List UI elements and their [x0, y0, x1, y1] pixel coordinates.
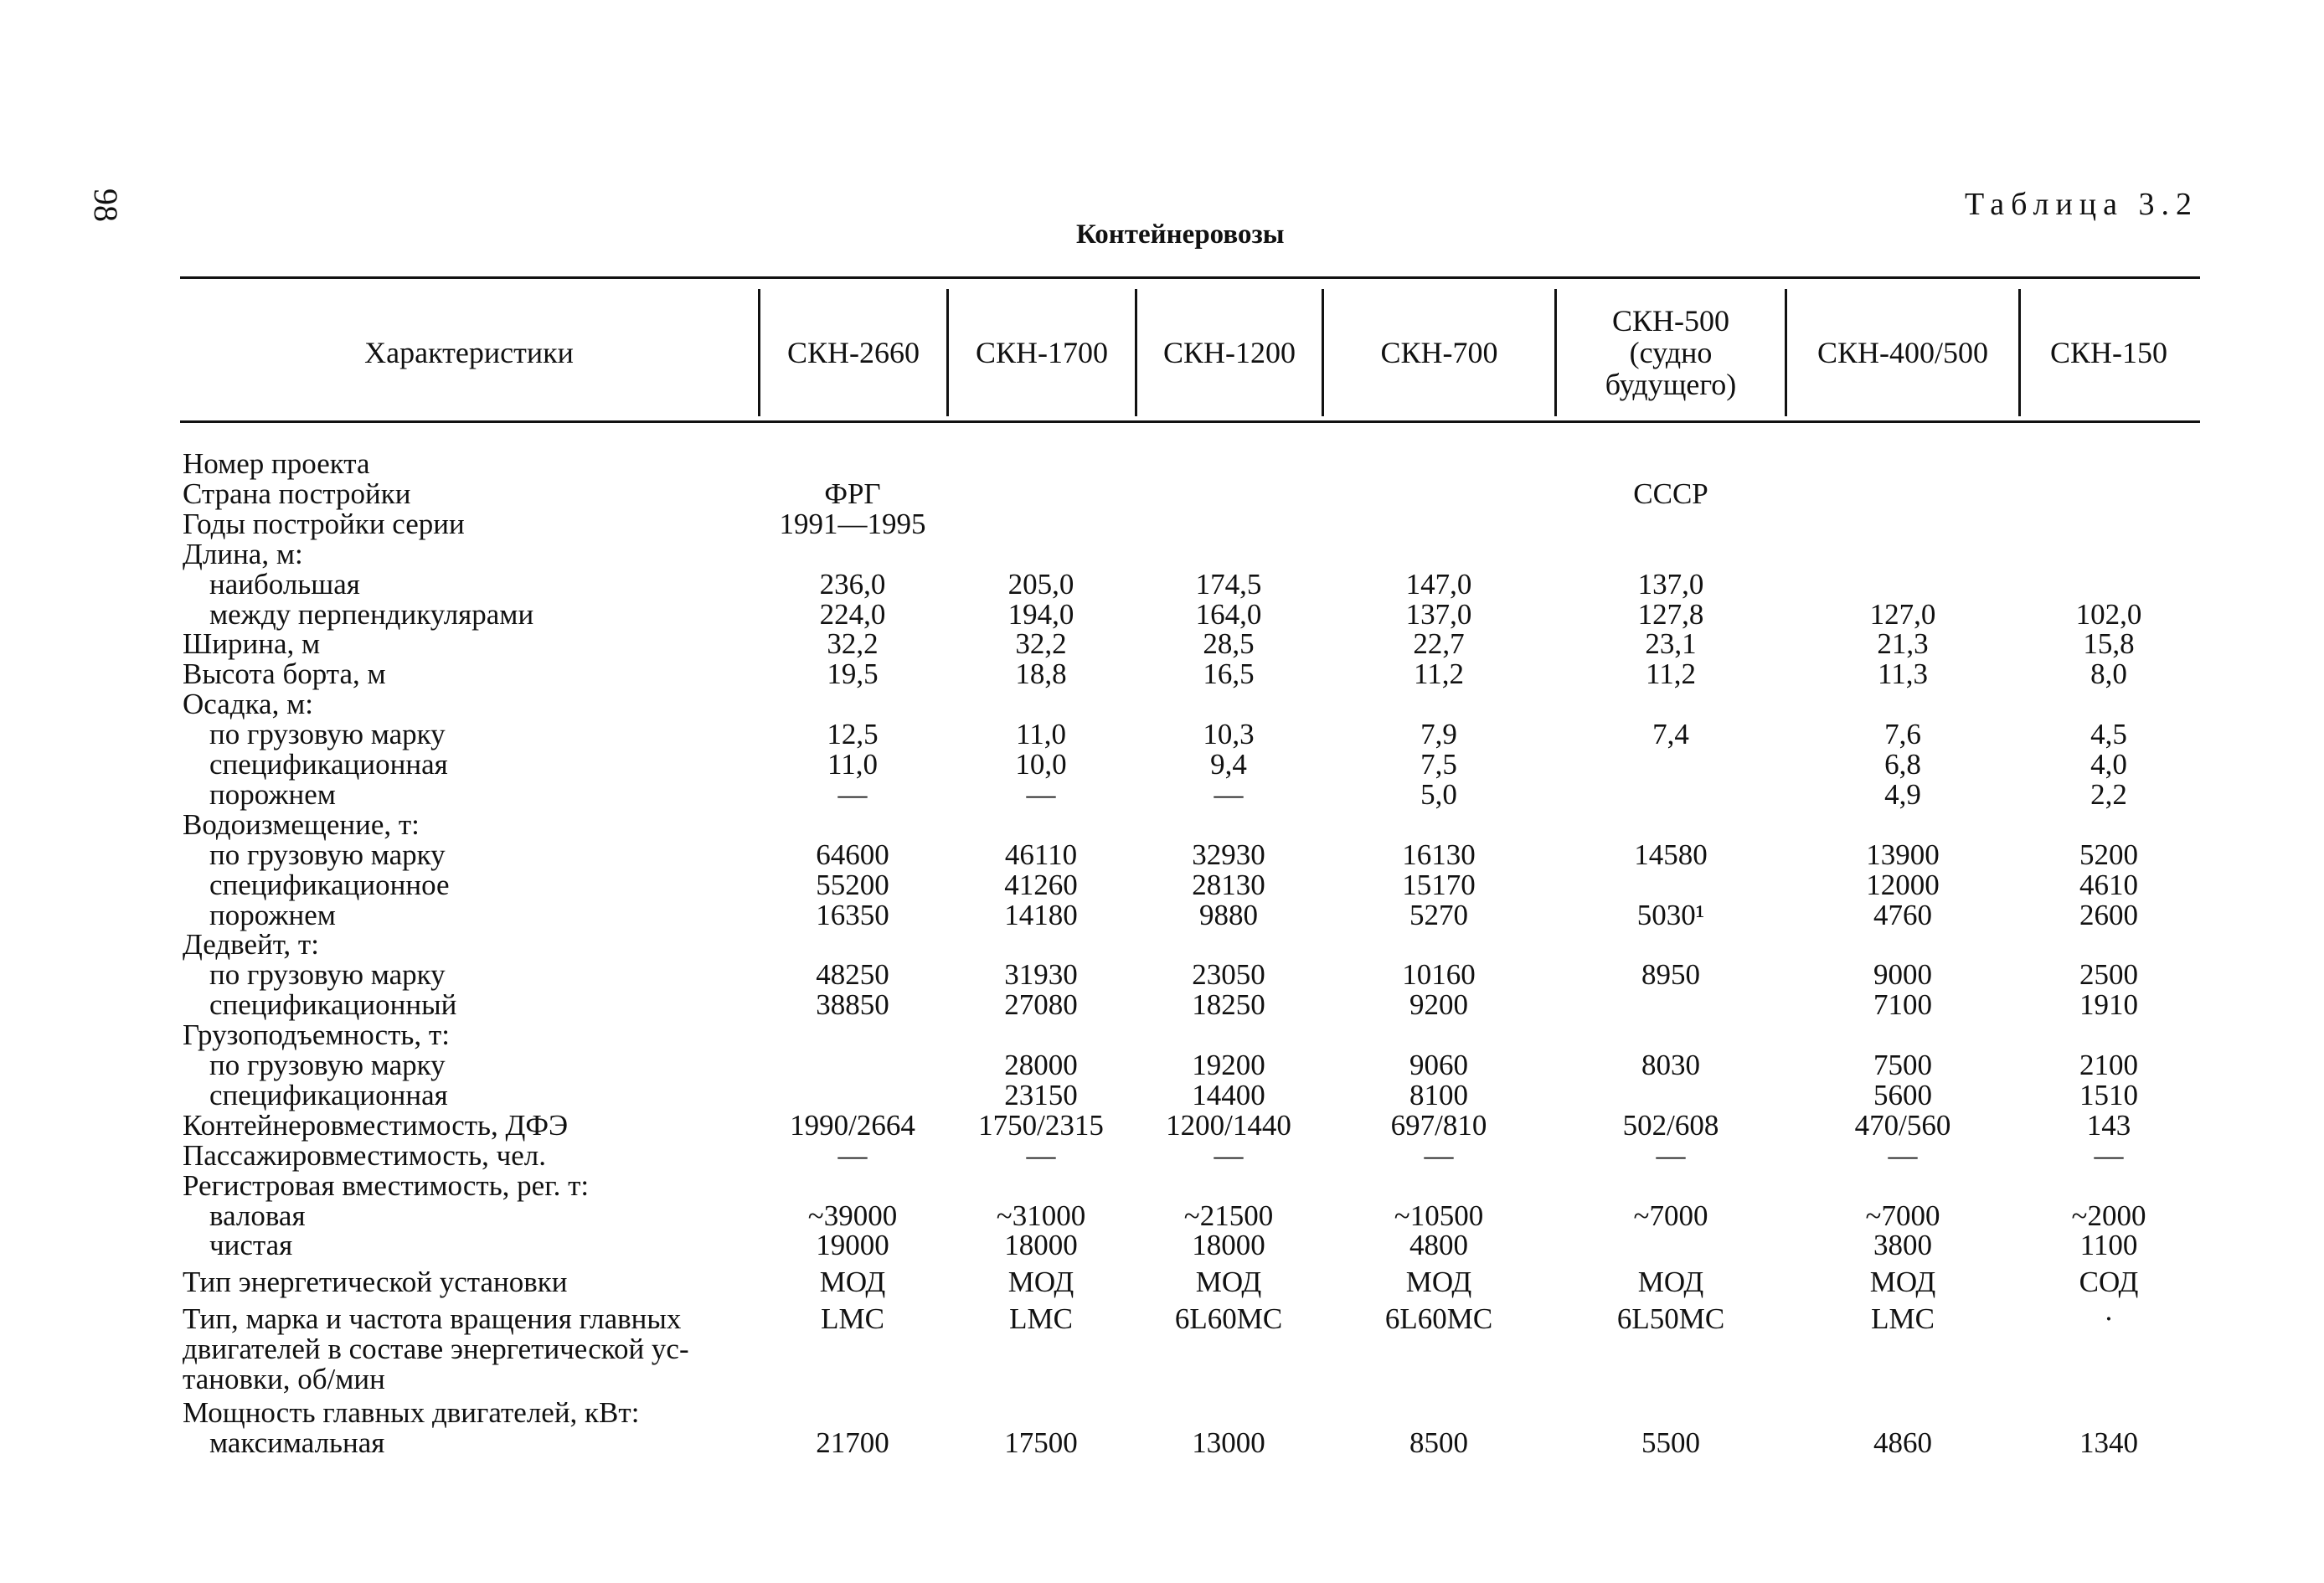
row-value-col-5: МОД: [1637, 1266, 1704, 1299]
header-characteristics: Характеристики: [364, 336, 574, 369]
row-value-col-1: ФРГ: [824, 477, 881, 510]
row-label: Мощность главных двигателей, кВт:: [183, 1395, 640, 1429]
row-value-col-4: 10160: [1402, 958, 1476, 992]
row-value-col-3: 6L60MC: [1174, 1302, 1283, 1336]
row-value-col-4: —: [1424, 1138, 1454, 1172]
header-col-1: СКН-2660: [786, 336, 920, 369]
header-col-6: СКН-400/500: [1816, 336, 1988, 369]
row-label: спецификационный: [209, 988, 457, 1022]
row-value-col-2: 28000: [1004, 1049, 1078, 1081]
row-label: по грузовую марку: [209, 958, 446, 992]
row-value-col-3: —: [1214, 777, 1244, 811]
table-row: [0, 449, 2324, 479]
row-label: Водоизмещение, т:: [183, 807, 420, 841]
row-value-col-6: МОД: [1869, 1266, 1936, 1299]
table-row: [0, 1302, 2324, 1396]
table-row: [0, 539, 2324, 570]
row-value-col-1: —: [837, 1138, 868, 1172]
row-value-col-6: 5600: [1873, 1078, 1932, 1111]
row-value-col-1: МОД: [819, 1266, 886, 1299]
row-value-col-6: 4,9: [1884, 777, 1921, 811]
row-value-col-4: 8500: [1409, 1426, 1468, 1459]
table-row: [0, 1201, 2324, 1231]
row-label: Грузоподъемность, т:: [183, 1018, 450, 1052]
table-row: [0, 629, 2324, 659]
header-col-4: СКН-700: [1380, 336, 1498, 369]
row-value-col-3: 32930: [1192, 838, 1265, 871]
row-value-col-5: ~7000: [1633, 1199, 1708, 1232]
table-title: Контейнеровозы: [1076, 219, 1285, 250]
row-label: порожнем: [209, 777, 336, 811]
row-value-col-2: —: [1026, 1138, 1056, 1172]
header-col-2: СКН-1700: [975, 336, 1108, 369]
row-value-col-2: 194,0: [1007, 597, 1074, 631]
row-value-col-6: 4760: [1873, 898, 1932, 931]
table-row: [0, 1108, 2324, 1142]
row-value-col-3: 164,0: [1195, 597, 1262, 631]
row-value-col-7: ·: [2104, 1302, 2114, 1336]
row-value-col-6: 4860: [1873, 1426, 1932, 1459]
row-value-col-7: 4610: [2079, 868, 2138, 901]
table-label: Таблица 3.2: [1964, 187, 2198, 222]
row-value-col-4: 9200: [1409, 988, 1468, 1022]
row-value-col-2: 32,2: [1015, 627, 1067, 661]
row-value-col-4: 147,0: [1405, 567, 1472, 601]
row-value-col-2: 205,0: [1007, 567, 1074, 601]
row-value-col-3: 16,5: [1203, 657, 1255, 691]
row-value-col-2: МОД: [1007, 1266, 1074, 1299]
table-row: [0, 930, 2324, 960]
row-value-col-1: 55200: [816, 868, 889, 901]
row-value-col-2: 18000: [1004, 1229, 1078, 1262]
table-row: [0, 1230, 2324, 1261]
table-row: [0, 567, 2324, 601]
row-value-col-7: —: [2094, 1138, 2124, 1172]
row-value-col-6: 470/560: [1854, 1108, 1951, 1142]
table-row: [0, 960, 2324, 990]
row-value-col-3: 19200: [1192, 1049, 1265, 1081]
table-row: [0, 1168, 2324, 1202]
row-value-col-2: 18,8: [1015, 657, 1067, 691]
row-value-col-7: 15,8: [2083, 627, 2135, 661]
row-value-col-4: 9060: [1409, 1049, 1468, 1081]
row-value-col-7: 143: [2086, 1108, 2131, 1142]
row-value-col-1: 1990/2664: [790, 1108, 915, 1142]
row-value-col-6: 7500: [1873, 1049, 1932, 1081]
row-value-col-1: 11,0: [827, 748, 878, 781]
table-row: [0, 1050, 2324, 1080]
row-value-col-5: СССР: [1633, 477, 1708, 510]
table-row: [0, 840, 2324, 870]
row-value-col-7: 4,5: [2090, 718, 2127, 751]
table-row: [0, 777, 2324, 811]
row-value-col-4: 15170: [1402, 868, 1476, 901]
row-value-col-7: СОД: [2079, 1266, 2139, 1299]
row-label: Тип, марка и частота вращения главных двигателей в составе энергетической ус- тановки, об/мин: [183, 1302, 689, 1396]
row-value-col-3: 13000: [1192, 1426, 1265, 1459]
row-value-col-6: ~7000: [1865, 1199, 1940, 1232]
row-label: Длина, м:: [183, 537, 303, 570]
row-value-col-5: 14580: [1634, 838, 1708, 871]
row-value-col-2: 23150: [1004, 1078, 1078, 1111]
row-value-col-3: 18000: [1192, 1229, 1265, 1262]
row-value-col-5: 137,0: [1637, 567, 1704, 601]
row-value-col-1: —: [837, 777, 868, 811]
header-col-7: СКН-150: [2049, 336, 2167, 369]
table-row: [0, 1267, 2324, 1297]
row-value-col-4: МОД: [1405, 1266, 1472, 1299]
row-value-col-4: 697/810: [1390, 1108, 1487, 1142]
row-value-col-1: 236,0: [819, 567, 886, 601]
row-value-col-4: 16130: [1402, 838, 1476, 871]
row-value-col-7: ~2000: [2071, 1199, 2146, 1232]
row-value-col-3: 18250: [1192, 988, 1265, 1022]
row-value-col-7: 8,0: [2090, 657, 2127, 691]
row-value-col-4: 6L60MC: [1384, 1302, 1493, 1336]
table-row: [0, 719, 2324, 750]
row-value-col-2: LMC: [1009, 1302, 1073, 1336]
row-label: Страна постройки: [183, 477, 411, 510]
row-label: по грузовую марку: [209, 718, 446, 751]
table-row: [0, 1080, 2324, 1111]
row-value-col-3: 10,3: [1203, 718, 1255, 751]
row-value-col-4: 7,5: [1420, 748, 1457, 781]
row-value-col-7: 2100: [2079, 1049, 2138, 1081]
table-row: [0, 479, 2324, 509]
row-value-col-7: 4,0: [2090, 748, 2127, 781]
row-value-col-7: 1100: [2079, 1229, 2138, 1262]
row-label: по грузовую марку: [209, 1049, 446, 1081]
row-label: Высота борта, м: [183, 657, 386, 691]
row-value-col-6: 13900: [1866, 838, 1940, 871]
row-label: Контейнеровместимость, ДФЭ: [183, 1108, 569, 1142]
row-label: спецификационное: [209, 868, 450, 901]
row-value-col-5: 8030: [1641, 1049, 1700, 1081]
row-value-col-6: LMC: [1871, 1302, 1935, 1336]
row-value-col-3: 28130: [1192, 868, 1265, 901]
row-value-col-1: 1991—1995: [779, 507, 926, 540]
row-label: между перпендикулярами: [209, 597, 534, 631]
row-value-col-7: 2,2: [2090, 777, 2127, 811]
table-row: [0, 1428, 2324, 1458]
row-value-col-4: 5,0: [1420, 777, 1457, 811]
row-value-col-3: 174,5: [1195, 567, 1262, 601]
row-value-col-7: 2600: [2079, 898, 2138, 931]
row-value-col-1: 32,2: [827, 627, 879, 661]
row-value-col-6: 7100: [1873, 988, 1932, 1022]
row-value-col-1: 21700: [816, 1426, 889, 1459]
row-value-col-3: МОД: [1195, 1266, 1262, 1299]
row-value-col-2: 10,0: [1015, 748, 1067, 781]
table-row: [0, 509, 2324, 539]
top-rule: [180, 276, 2200, 279]
row-value-col-2: —: [1026, 777, 1056, 811]
row-value-col-6: 3800: [1873, 1229, 1932, 1262]
row-value-col-2: 1750/2315: [978, 1108, 1104, 1142]
row-label: наибольшая: [209, 567, 360, 601]
table-row: [0, 750, 2324, 780]
row-label: спецификационная: [209, 748, 448, 781]
header-col-5: СКН-500 (судно будущего): [1605, 304, 1737, 401]
table-row: [0, 870, 2324, 900]
table-row: [0, 807, 2324, 841]
row-value-col-5: 23,1: [1645, 627, 1697, 661]
row-value-col-1: 12,5: [827, 718, 879, 751]
row-value-col-2: 41260: [1004, 868, 1078, 901]
row-value-col-2: 46110: [1004, 838, 1078, 871]
row-value-col-4: 137,0: [1405, 597, 1472, 631]
row-value-col-3: 1200/1440: [1166, 1108, 1291, 1142]
row-value-col-4: 7,9: [1420, 718, 1457, 751]
table-row: [0, 990, 2324, 1020]
row-label: спецификационная: [209, 1078, 448, 1111]
row-value-col-6: —: [1888, 1138, 1918, 1172]
row-value-col-6: 21,3: [1877, 627, 1929, 661]
row-value-col-4: 11,2: [1414, 657, 1464, 691]
table-row: [0, 689, 2324, 719]
row-value-col-7: 1910: [2079, 988, 2138, 1022]
row-label: Ширина, м: [183, 627, 321, 661]
row-value-col-3: 14400: [1192, 1078, 1265, 1111]
row-value-col-6: 127,0: [1869, 597, 1936, 631]
row-label: порожнем: [209, 898, 336, 931]
table-row: [0, 1395, 2324, 1429]
row-label: чистая: [209, 1229, 293, 1262]
header-bottom-rule: [180, 420, 2200, 423]
row-value-col-4: ~10500: [1394, 1199, 1484, 1232]
row-value-col-5: 5030¹: [1636, 898, 1705, 931]
row-value-col-1: LMC: [821, 1302, 884, 1336]
row-value-col-6: 9000: [1873, 958, 1932, 992]
row-value-col-7: 102,0: [2075, 597, 2142, 631]
row-value-col-7: 5200: [2079, 838, 2138, 871]
page-number: 98: [87, 188, 125, 222]
row-value-col-3: 9880: [1199, 898, 1258, 931]
row-value-col-5: 8950: [1641, 958, 1700, 992]
row-label: по грузовую марку: [209, 838, 446, 871]
row-value-col-3: —: [1214, 1138, 1244, 1172]
row-value-col-1: 19000: [816, 1229, 889, 1262]
row-value-col-5: 127,8: [1637, 597, 1704, 631]
row-value-col-7: 1340: [2079, 1426, 2138, 1459]
row-value-col-2: ~31000: [996, 1199, 1086, 1232]
row-value-col-5: 6L50MC: [1616, 1302, 1725, 1336]
row-label: максимальная: [209, 1426, 385, 1459]
row-label: Пассажировместимость, чел.: [183, 1138, 546, 1172]
table-row: [0, 1020, 2324, 1050]
row-value-col-3: 28,5: [1203, 627, 1255, 661]
row-value-col-1: ~39000: [807, 1199, 898, 1232]
row-value-col-5: 11,2: [1646, 657, 1696, 691]
row-value-col-1: 224,0: [819, 597, 886, 631]
row-value-col-2: 11,0: [1016, 718, 1066, 751]
row-value-col-2: 17500: [1004, 1426, 1078, 1459]
row-value-col-4: 4800: [1409, 1229, 1468, 1262]
table-row: [0, 1138, 2324, 1172]
row-value-col-5: 7,4: [1652, 718, 1689, 751]
row-value-col-4: 8100: [1409, 1078, 1468, 1111]
row-value-col-2: 31930: [1004, 958, 1078, 992]
row-label: Регистровая вместимость, рег. т:: [183, 1168, 590, 1202]
row-label: Годы постройки серии: [183, 507, 465, 540]
table-row: [0, 597, 2324, 631]
row-value-col-1: 19,5: [827, 657, 879, 691]
row-value-col-6: 12000: [1866, 868, 1940, 901]
row-value-col-4: 5270: [1409, 898, 1468, 931]
row-value-col-4: 22,7: [1413, 627, 1465, 661]
row-value-col-5: 502/608: [1622, 1108, 1719, 1142]
row-label: валовая: [209, 1199, 306, 1232]
row-label: Номер проекта: [183, 447, 370, 480]
row-value-col-6: 11,3: [1878, 657, 1928, 691]
row-value-col-6: 7,6: [1884, 718, 1921, 751]
row-value-col-5: —: [1656, 1138, 1686, 1172]
row-value-col-3: 23050: [1192, 958, 1265, 992]
row-value-col-1: 48250: [816, 958, 889, 992]
row-value-col-1: 64600: [816, 838, 889, 871]
row-label: Тип энергетической установки: [183, 1266, 568, 1299]
row-value-col-5: 5500: [1641, 1426, 1700, 1459]
row-label: Осадка, м:: [183, 688, 313, 721]
row-value-col-7: 2500: [2079, 958, 2138, 992]
row-value-col-2: 27080: [1004, 988, 1078, 1022]
row-value-col-3: 9,4: [1210, 748, 1247, 781]
row-label: Дедвейт, т:: [183, 928, 319, 962]
row-value-col-6: 6,8: [1884, 748, 1921, 781]
table-row: [0, 659, 2324, 689]
row-value-col-1: 16350: [816, 898, 889, 931]
table-row: [0, 900, 2324, 931]
row-value-col-2: 14180: [1004, 898, 1078, 931]
header-col-3: СКН-1200: [1162, 336, 1296, 369]
row-value-col-7: 1510: [2079, 1078, 2138, 1111]
row-value-col-1: 38850: [816, 988, 889, 1022]
row-value-col-3: ~21500: [1183, 1199, 1274, 1232]
